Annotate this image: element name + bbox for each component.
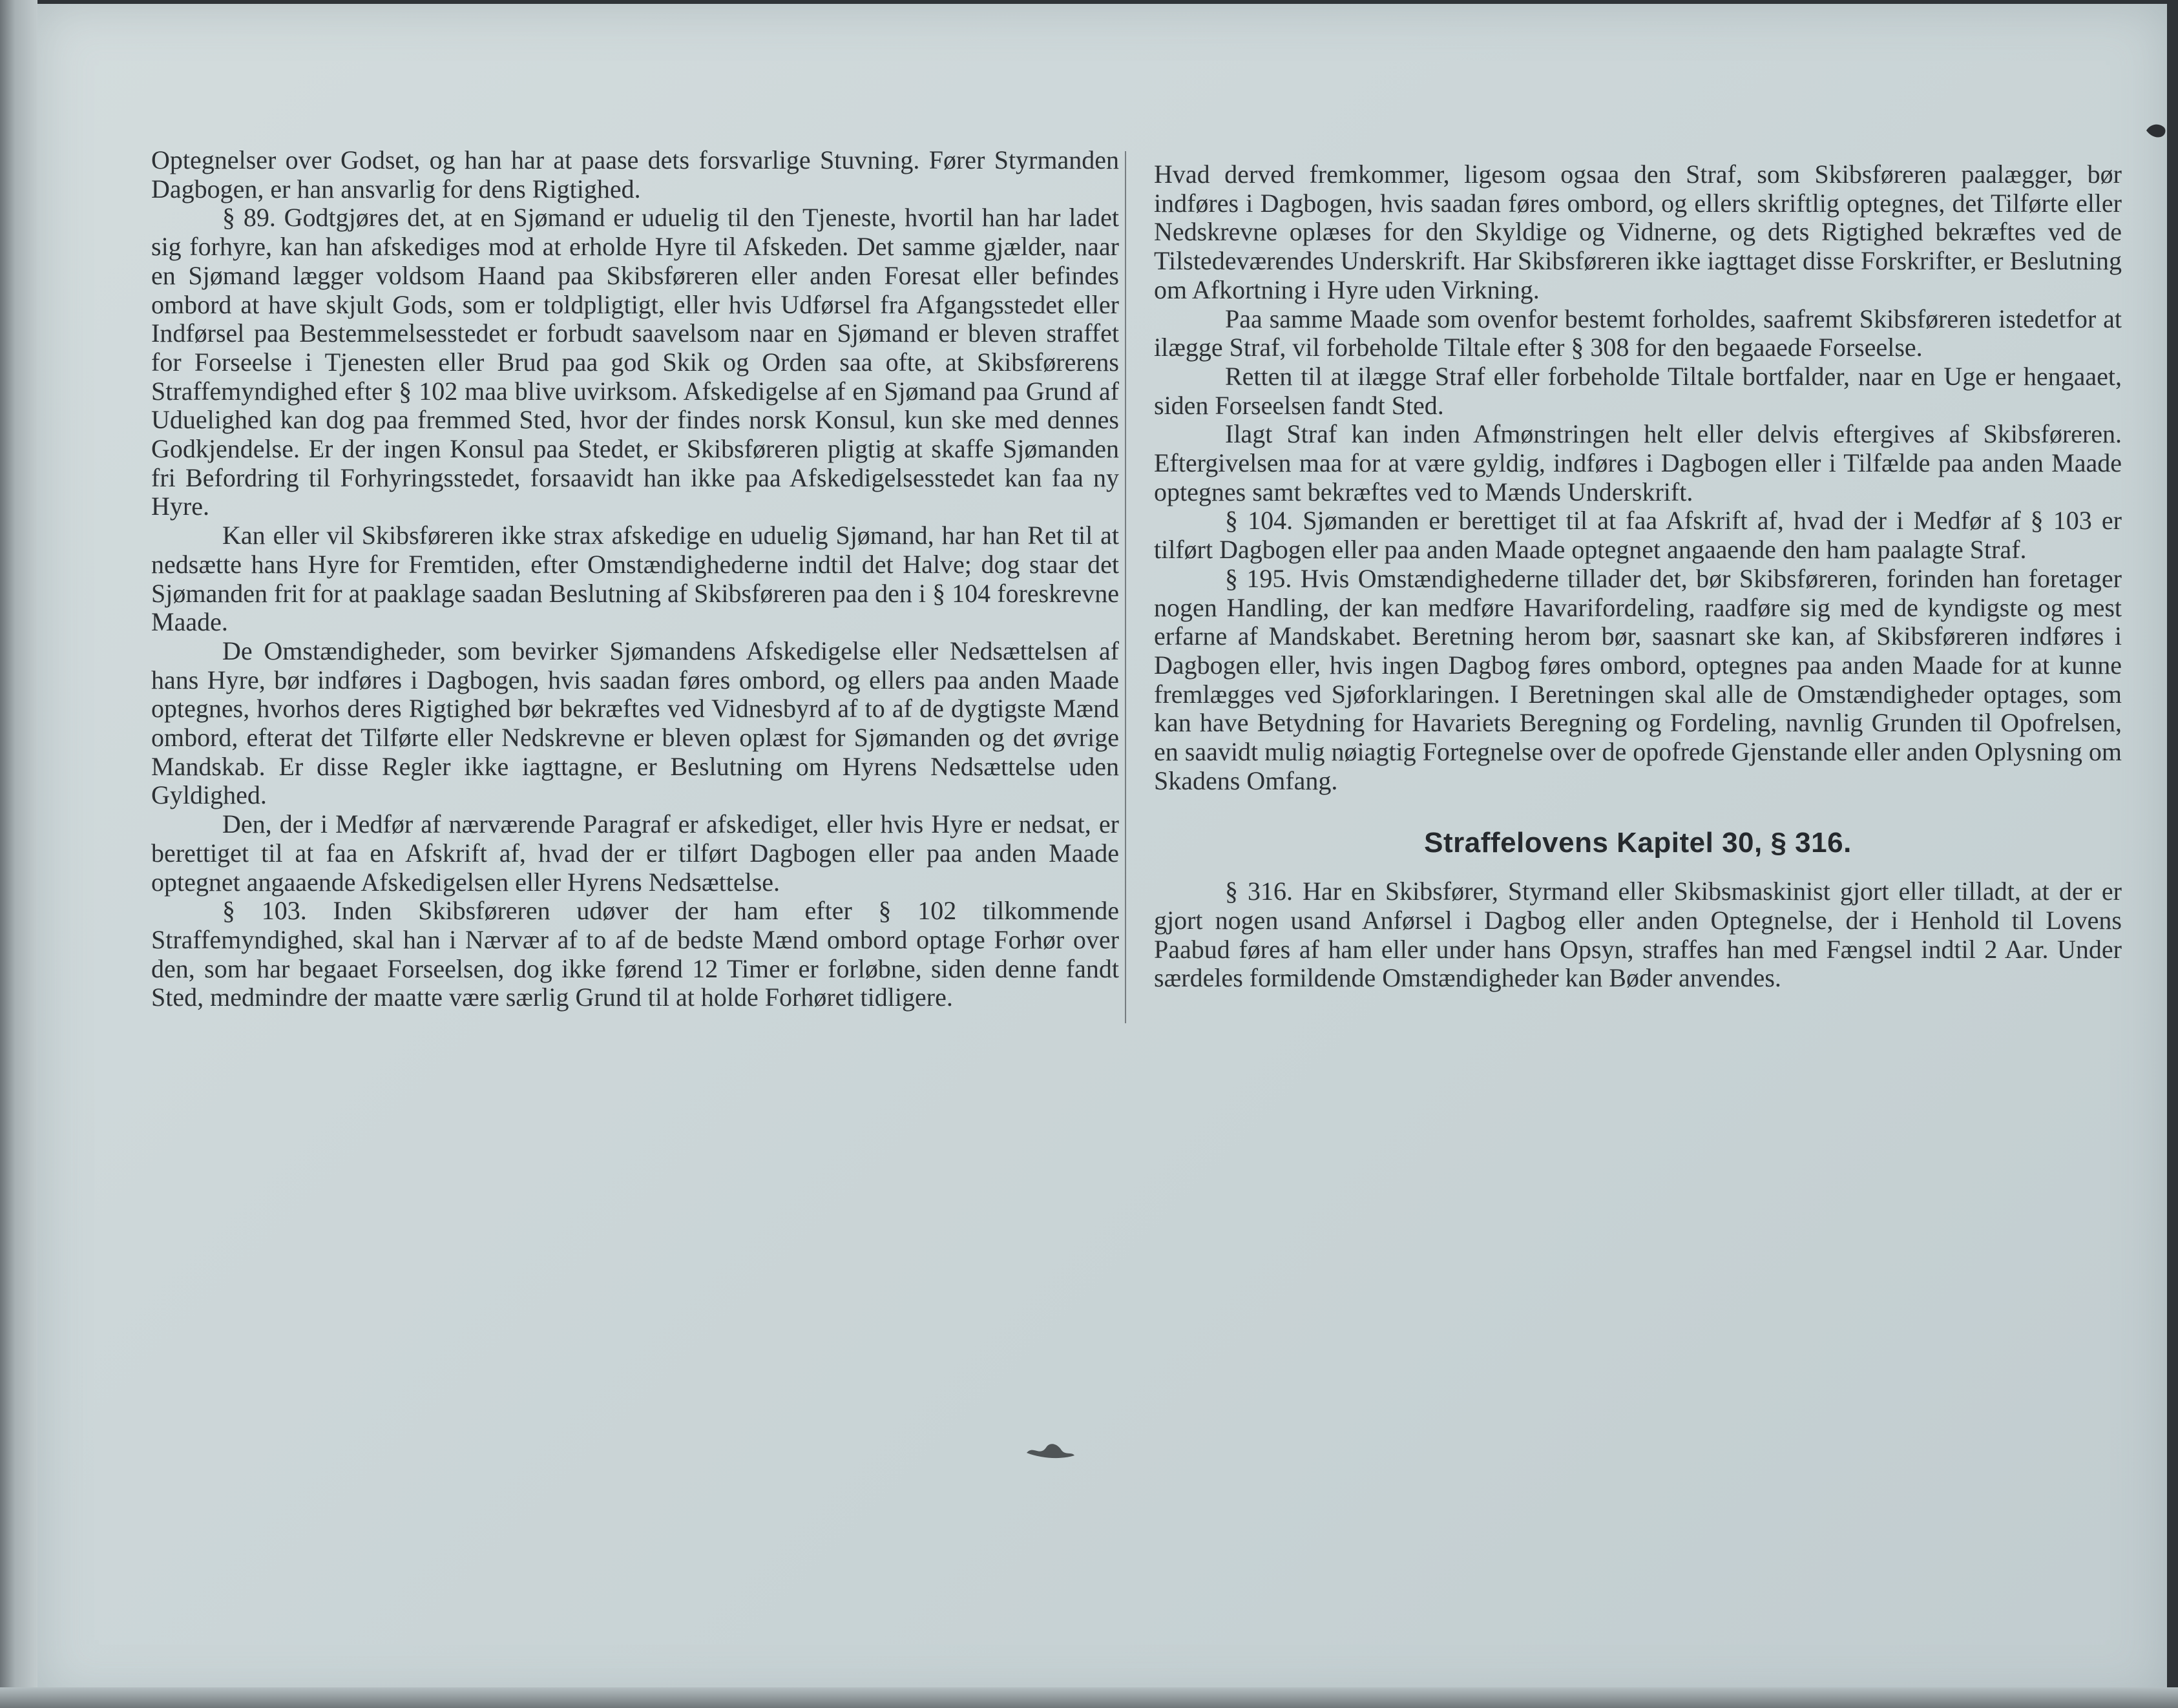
- paragraph-section-89: § 89. Godtgjøres det, at en Sjømand er uduelig til den Tjeneste, hvortil han har ladet sig forhyre, kan han afskediges mod at erholde Hyre til Afskeden. Det samme gjælder, naar en Sjømand lægger voldsom Haand paa Skibsføreren eller anden Foresat eller befindes ombord at have skjult Gods, som er toldpligtigt, eller hvis Udførsel fra Afgangsstedet eller Indførsel paa Bestemmelsesstedet er forbudt saavelsom naar en Sjømand er bleven straffet for Forseelse i Tjenesten eller Brud paa god Skik og Orden saa ofte, at Skibsførerens Straffemyndighed efter § 102 maa blive uvirksom. Afskedigelse af en Sjømand paa Grund af Uduelighed kan dog paa fremmed Sted, hvor der findes norsk Konsul, kun ske med dennes Godkjendelse. Er der ingen Konsul paa Stedet, er Skibsføreren pligtig at skaffe Sjømanden fri Befordring til Forhyringsstedet, forsaavidt han ikke paa Afskedigelsesstedet kan faa ny Hyre.: [151, 203, 1119, 521]
- paragraph: Ilagt Straf kan inden Afmønstringen helt eller delvis eftergives af Skibsføreren. Eftergivelsen maa for at være gyldig, indføres i Dagbogen eller i Tilfælde paa anden Maade optegnes samt bekræftes ved to Mænds Underskrift.: [1154, 419, 2122, 506]
- left-text-column: [151, 146, 1119, 1012]
- paragraph: Optegnelser over Godset, og han har at paase dets forsvarlige Stuvning. Fører Styrmanden Dagbogen, er han ansvarlig for dens Rigtighed.: [151, 145, 1119, 203]
- paragraph-section-316: § 316. Har en Skibsfører, Styrmand eller Skibsmaskinist gjort eller tilladt, at der er gjort nogen usand Anførsel i Dagbog eller anden Optegnelse, der i Henhold til Lovens Paabud føres af ham eller under hans Opsyn, straffes han med Fængsel indtil 2 Aar. Under særdeles formildende Omstændigheder kan Bøder anvendes.: [1154, 877, 2122, 993]
- book-spine-edge: [0, 0, 37, 1708]
- paragraph: Hvad derved fremkommer, ligesom ogsaa den Straf, som Skibsføreren paalægger, bør indføres i Dagbogen, hvis saadan føres ombord, og ellers skriftlig optegnes, det Tilførte eller Nedskrevne oplæses for den Skyldige og Vidnerne, og dets Rigtighed bekræftes ved de Tilstedeværendes Underskrift. Har Skibsføreren ikke iagttaget disse Forskrifter, er Beslutning om Afkortning i Hyre uden Virkning.: [1154, 160, 2122, 304]
- pin-icon: [2144, 118, 2170, 143]
- ink-blot-icon: [1024, 1437, 1076, 1459]
- paragraph-section-104: § 104. Sjømanden er berettiget til at faa Afskrift af, hvad der i Medfør af § 103 er tilført Dagbogen eller paa anden Maade optegnet angaaende den ham paalagte Straf.: [1154, 506, 2122, 565]
- page-bottom-edge: [0, 1687, 2178, 1708]
- right-text-column: [1154, 160, 2122, 993]
- section-heading: Straffelovens Kapitel 30, § 316.: [1424, 827, 1852, 859]
- paragraph-section-103: § 103. Inden Skibsføreren udøver der ham efter § 102 tilkommende Straffemyndighed, skal han i Nærvær af to af de bedste Mænd ombord optage Forhør over den, som har begaaet Forseelsen, dog ikke førend 12 Timer er forløbne, siden denne fandt Sted, medmindre der maatte være særlig Grund til at holde Forhøret tidligere.: [151, 896, 1119, 1012]
- paragraph: Paa samme Maade som ovenfor bestemt forholdes, saafremt Skibsføreren istedetfor at ilægge Straf, vil forbeholde Tiltale efter § 308 for den begaaede Forseelse.: [1154, 304, 2122, 362]
- paragraph: Den, der i Medfør af nærværende Paragraf er afskediget, eller hvis Hyre er nedsat, er berettiget til at faa en Afskrift af, hvad der er tilført Dagbogen eller paa anden Maade optegnet angaaende Afskedigelsen eller Hyrens Nedsættelse.: [151, 809, 1119, 897]
- column-divider: [1125, 151, 1126, 1023]
- paragraph: Kan eller vil Skibsføreren ikke strax afskedige en uduelig Sjømand, har han Ret til at nedsætte hans Hyre for Fremtiden, efter Omstændighederne indtil det Halve; dog staar det Sjømanden frit for at paaklage saadan Beslutning af Skibsføreren paa den i § 104 foreskrevne Maade.: [151, 521, 1119, 637]
- paragraph: De Omstændigheder, som bevirker Sjømandens Afskedigelse eller Nedsættelsen af hans Hyre, bør indføres i Dagbogen, hvis saadan føres ombord, og ellers paa anden Maade optegnes, hvorhos deres Rigtighed bør bekræftes ved Vidnesbyrd af to af de dygtigste Mænd ombord, efterat det Tilførte eller Nedskrevne er bleven oplæst for Sjømanden og det øvrige Mandskab. Er disse Regler ikke iagttagne, er Beslutning om Hyrens Nedsættelse uden Gyldighed.: [151, 636, 1119, 810]
- paragraph-section-195: § 195. Hvis Omstændighederne tillader det, bør Skibsføreren, forinden han foretager nogen Handling, der kan medføre Havarifordeling, raadføre sig med de kyndigste og mest erfarne af Mandskabet. Beretning herom bør, saasnart ske kan, af Skibsføreren indføres i Dagbogen eller, hvis ingen Dagbog føres ombord, optegnes paa anden Maade for at kunne fremlægges ved Sjøforklaringen. I Beretningen skal alle de Omstændigheder optages, som kan have Betydning for Havariets Beregning og Fordeling, navnlig Grunden til Opofrelsen, en saavidt mulig nøiagtig Fortegnelse over de opofrede Gjenstande eller anden Oplysning om Skadens Omfang.: [1154, 563, 2122, 795]
- paragraph: Retten til at ilægge Straf eller forbeholde Tiltale bortfalder, naar en Uge er hengaaet, siden Forseelsen fandt Sted.: [1154, 361, 2122, 420]
